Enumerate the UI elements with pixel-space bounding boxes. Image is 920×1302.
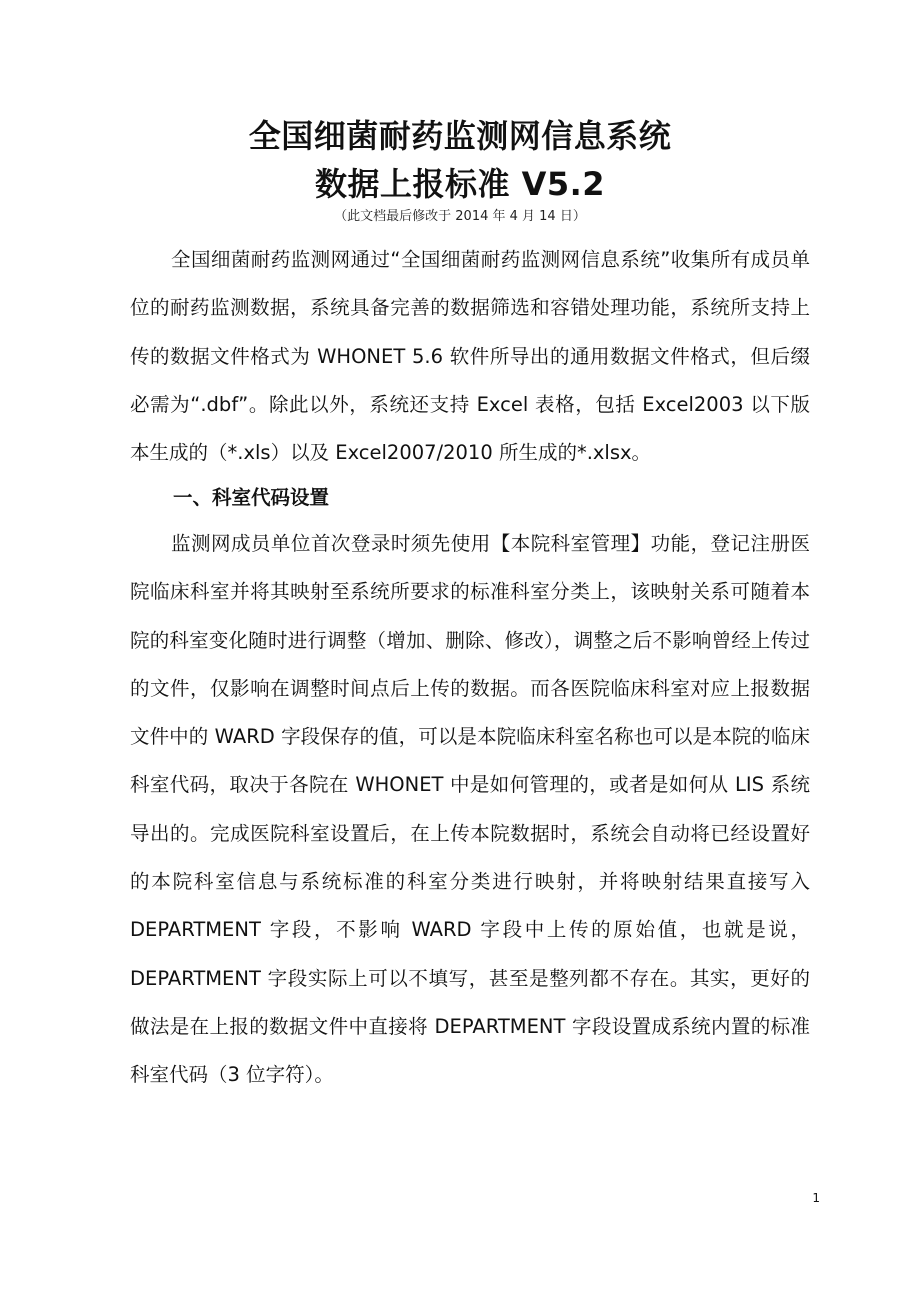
document-title-line2: 数据上报标准 V5.2: [314, 165, 606, 203]
section-heading-department-code: 一、科室代码设置: [173, 486, 330, 509]
document-title-line1: 全国细菌耐药监测网信息系统: [248, 117, 672, 155]
department-setup-paragraph: 监测网成员单位首次登录时须先使用【本院科室管理】功能，登记注册医院临床科室并将其映射至系统所要求的标准科室分类上，该映射关系可随着本院的科室变化随时进行调整（增加、删除、修改），调整之后不影响曾经上传过的文件，仅影响在调整时间点后上传的数据。而各医院临床科室对应上报数据文件中的 WARD 字段保存的值，可以是本院临床科室名称也可以是本院的临床科室代码，取决于各院在 WHONET 中是如何管理的，或者是如何从 LIS 系统导出的。完成医院科室设置后，在上传本院数据时，系统会自动将已经设置好的本院科室信息与系统标准的科室分类进行映射，并将映射结果直接写入 DEPARTMENT 字段，不影响 WARD 字段中上传的原始值，也就是说，DEPARTMENT 字段实际上可以不填写，甚至是整列都不存在。其实，更好的做法是在上报的数据文件中直接将 DEPARTMENT 字段设置成系统内置的标准科室代码（3 位字符）。: [130, 532, 810, 1087]
intro-paragraph: 全国细菌耐药监测网通过“全国细菌耐药监测网信息系统”收集所有成员单位的耐药监测数据，系统具备完善的数据筛选和容错处理功能，系统所支持上传的数据文件格式为 WHONET 5.6 软件所导出的通用数据文件格式，但后缀必需为“.dbf”。除此以外，系统还支持 Excel 表格，包括 Excel2003 以下版本生成的（*.xls）以及 Excel2007/2010 所生成的*.xlsx。: [130, 248, 810, 465]
page-number: 1: [812, 1191, 820, 1205]
document-subtitle: （此文档最后修改于 2014 年 4 月 14 日）: [334, 209, 586, 224]
